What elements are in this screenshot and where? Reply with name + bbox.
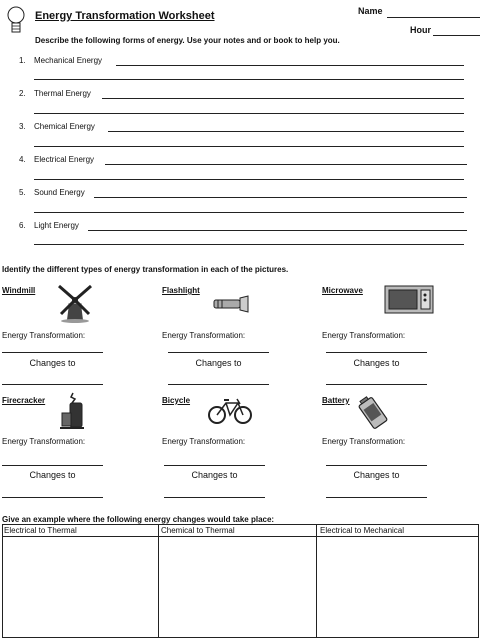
changes-to-label: Changes to: [29, 358, 76, 368]
answer-line[interactable]: [34, 113, 464, 114]
answer-line[interactable]: [168, 384, 269, 385]
windmill-icon: [55, 282, 95, 324]
answer-line[interactable]: [2, 352, 103, 353]
name-line[interactable]: [387, 17, 480, 18]
answer-line[interactable]: [326, 465, 427, 466]
answer-line[interactable]: [94, 197, 467, 198]
answer-line[interactable]: [2, 465, 103, 466]
answer-line[interactable]: [34, 212, 464, 213]
form-label: Electrical Energy: [34, 155, 95, 164]
picture-title-battery: Battery: [322, 396, 350, 405]
form-number: 3.: [19, 122, 26, 131]
answer-line[interactable]: [34, 244, 464, 245]
form-number: 4.: [19, 155, 26, 164]
energy-transformation-label: Energy Transformation:: [162, 437, 246, 446]
firecracker-icon: [58, 391, 86, 431]
picture-title-windmill: Windmill: [2, 286, 36, 295]
hour-line[interactable]: [433, 35, 480, 36]
answer-line[interactable]: [168, 352, 269, 353]
pictures-instruction: Identify the different types of energy transformation in each of the pictures.: [2, 265, 289, 274]
table-header-cell: Electrical to Mechanical: [320, 526, 405, 535]
table-header-cell: Electrical to Thermal: [4, 526, 77, 535]
energy-transformation-label: Energy Transformation:: [322, 331, 406, 340]
form-number: 5.: [19, 188, 26, 197]
example-table: [2, 524, 479, 638]
picture-title-microwave: Microwave: [322, 286, 363, 295]
form-label: Thermal Energy: [34, 89, 91, 98]
answer-line[interactable]: [34, 146, 464, 147]
answer-line[interactable]: [116, 65, 464, 66]
answer-line[interactable]: [88, 230, 467, 231]
changes-to-label: Changes to: [353, 358, 400, 368]
bicycle-icon: [208, 395, 252, 425]
form-label: Mechanical Energy: [34, 56, 103, 65]
table-cell-answer[interactable]: [317, 537, 478, 637]
changes-to-label: Changes to: [195, 358, 242, 368]
energy-transformation-label: Energy Transformation:: [2, 331, 86, 340]
page-title: Energy Transformation Worksheet: [35, 10, 215, 22]
form-label: Sound Energy: [34, 188, 85, 197]
energy-transformation-label: Energy Transformation:: [322, 437, 406, 446]
form-number: 6.: [19, 221, 26, 230]
answer-line[interactable]: [105, 164, 467, 165]
form-label: Light Energy: [34, 221, 79, 230]
answer-line[interactable]: [326, 497, 427, 498]
changes-to-label: Changes to: [29, 470, 76, 480]
answer-line[interactable]: [164, 465, 265, 466]
table-header-cell: Chemical to Thermal: [161, 526, 235, 535]
battery-icon: [356, 393, 390, 433]
table-cell-answer[interactable]: [159, 537, 316, 637]
table-cell-answer[interactable]: [3, 537, 158, 637]
answer-line[interactable]: [2, 384, 103, 385]
form-label: Chemical Energy: [34, 122, 95, 131]
changes-to-label: Changes to: [353, 470, 400, 480]
answer-line[interactable]: [326, 384, 427, 385]
answer-line[interactable]: [34, 79, 464, 80]
picture-title-bicycle: Bicycle: [162, 396, 191, 405]
answer-line[interactable]: [326, 352, 427, 353]
answer-line[interactable]: [164, 497, 265, 498]
answer-line[interactable]: [102, 98, 464, 99]
picture-title-firecracker: Firecracker: [2, 396, 46, 405]
flashlight-icon: [212, 293, 252, 313]
answer-line[interactable]: [2, 497, 103, 498]
name-label: Name: [358, 6, 383, 16]
changes-to-label: Changes to: [191, 470, 238, 480]
picture-title-flashlight: Flashlight: [162, 286, 200, 295]
lightbulb-icon: [6, 4, 26, 36]
answer-line[interactable]: [34, 179, 464, 180]
example-instruction: Give an example where the following energy changes would take place:: [2, 515, 275, 524]
energy-transformation-label: Energy Transformation:: [2, 437, 86, 446]
form-number: 1.: [19, 56, 26, 65]
microwave-icon: [384, 285, 434, 315]
answer-line[interactable]: [108, 131, 464, 132]
form-number: 2.: [19, 89, 26, 98]
energy-transformation-label: Energy Transformation:: [162, 331, 246, 340]
hour-label: Hour: [410, 25, 431, 35]
instructions: Describe the following forms of energy. Use your notes and or book to help you.: [35, 36, 340, 45]
